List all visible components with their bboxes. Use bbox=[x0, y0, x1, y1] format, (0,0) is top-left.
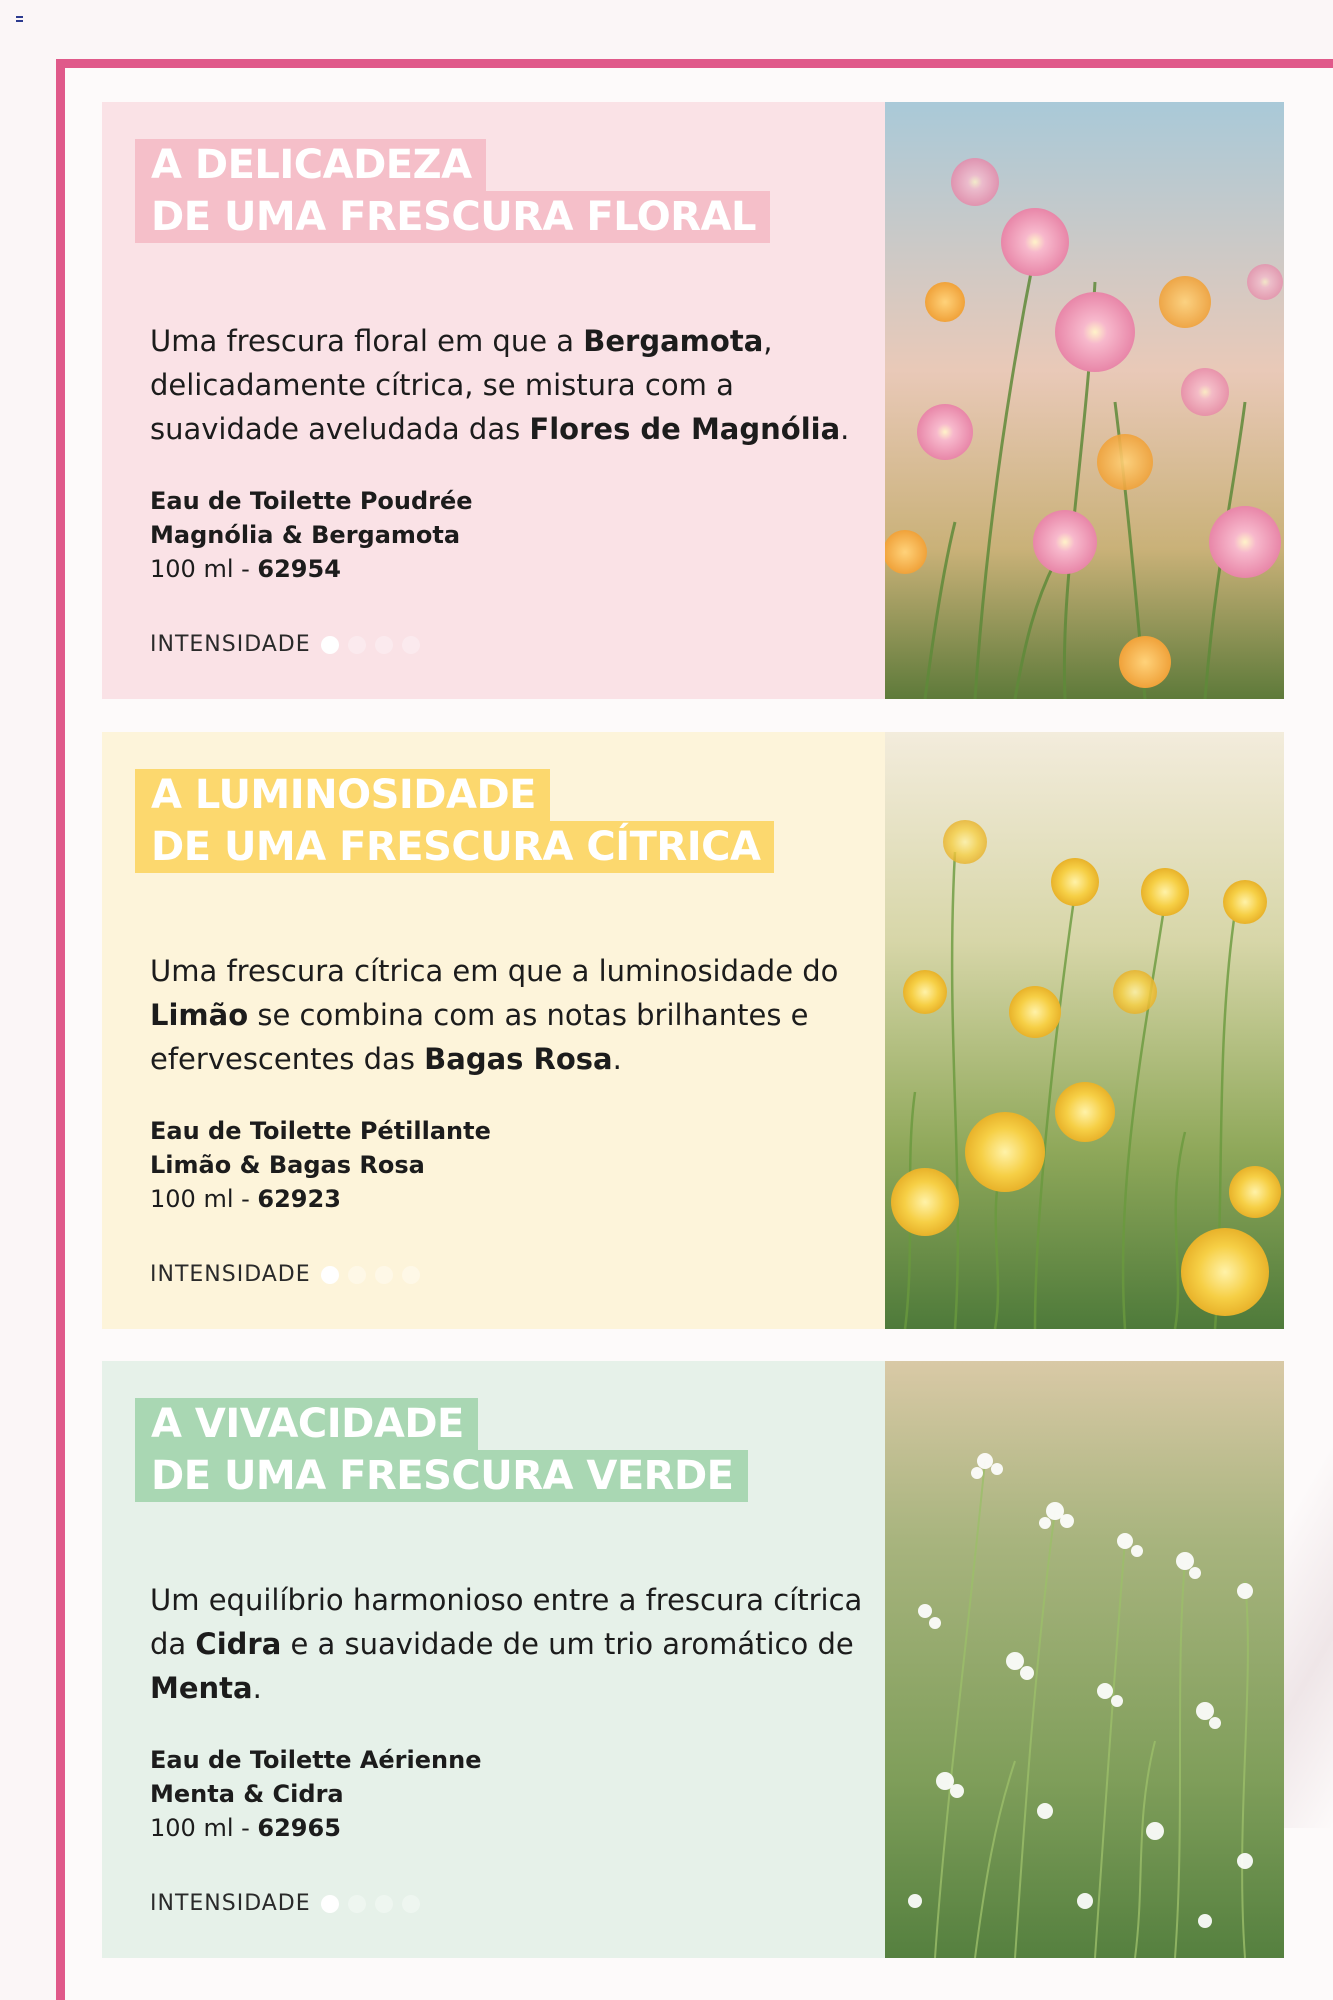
highlight-ingredient: Bergamota bbox=[583, 324, 764, 358]
highlight-ingredient: Flores de Magnólia bbox=[529, 412, 841, 446]
intensity-dot bbox=[321, 636, 339, 654]
product-ref: 62954 bbox=[257, 555, 341, 583]
product-notes: Limão & Bagas Rosa bbox=[150, 1151, 425, 1179]
headline-line-2: DE UMA FRESCURA FLORAL bbox=[135, 191, 770, 243]
yellow-buttercup-flowers-photo bbox=[885, 732, 1284, 1329]
intensity-rating bbox=[150, 1262, 429, 1287]
headline-line-2: DE UMA FRESCURA VERDE bbox=[135, 1450, 748, 1502]
product-info bbox=[150, 484, 750, 586]
intensity-dot bbox=[375, 1266, 393, 1284]
headline-line-1: A LUMINOSIDADE bbox=[135, 769, 550, 821]
description-text: e a suavidade de um trio aromático de bbox=[281, 1627, 854, 1661]
menu-icon bbox=[16, 16, 23, 22]
description-text: se combina com as notas brilhantes e efervescentes das bbox=[150, 998, 809, 1076]
product-size: 100 ml - bbox=[150, 1185, 258, 1213]
headline-line-2: DE UMA FRESCURA CÍTRICA bbox=[135, 821, 774, 873]
white-wildflowers-photo bbox=[885, 1361, 1284, 1958]
fragrance-card-green bbox=[102, 1361, 1284, 1958]
headline-line-1: A VIVACIDADE bbox=[135, 1398, 478, 1450]
card-headline bbox=[135, 1398, 748, 1502]
intensity-dot bbox=[348, 1895, 366, 1913]
product-notes: Menta & Cidra bbox=[150, 1780, 344, 1808]
product-name: Eau de Toilette Poudrée bbox=[150, 487, 473, 515]
description-text: Uma frescura floral em que a bbox=[150, 324, 584, 358]
intensity-label: INTENSIDADE bbox=[150, 632, 311, 657]
product-ref: 62965 bbox=[257, 1814, 341, 1842]
fragrance-card-floral bbox=[102, 102, 1284, 699]
highlight-ingredient: Menta bbox=[150, 1671, 253, 1705]
card-headline bbox=[135, 139, 770, 243]
highlight-ingredient: Bagas Rosa bbox=[424, 1042, 613, 1076]
product-info bbox=[150, 1114, 750, 1216]
intensity-dot bbox=[348, 1266, 366, 1284]
product-info bbox=[150, 1743, 750, 1845]
intensity-dot bbox=[321, 1266, 339, 1284]
description-text: . bbox=[840, 412, 850, 446]
description-text: Um equilíbrio harmonioso entre a frescura cítrica da bbox=[150, 1583, 863, 1661]
fragrance-card-citrus bbox=[102, 732, 1284, 1329]
intensity-dot bbox=[375, 636, 393, 654]
intensity-rating bbox=[150, 1891, 429, 1916]
card-headline bbox=[135, 769, 774, 873]
card-description bbox=[150, 319, 870, 451]
pink-cosmos-flowers-photo bbox=[885, 102, 1284, 699]
description-text: Uma frescura cítrica em que a luminosidade do bbox=[150, 954, 839, 988]
description-text: . bbox=[252, 1671, 262, 1705]
intensity-dot bbox=[321, 1895, 339, 1913]
highlight-ingredient: Cidra bbox=[195, 1627, 282, 1661]
product-size: 100 ml - bbox=[150, 555, 258, 583]
intensity-label: INTENSIDADE bbox=[150, 1891, 311, 1916]
product-ref: 62923 bbox=[257, 1185, 341, 1213]
intensity-rating bbox=[150, 632, 429, 657]
intensity-dot bbox=[375, 1895, 393, 1913]
description-text: . bbox=[612, 1042, 622, 1076]
card-description bbox=[150, 949, 870, 1081]
intensity-dot bbox=[402, 1895, 420, 1913]
intensity-label: INTENSIDADE bbox=[150, 1262, 311, 1287]
product-name: Eau de Toilette Pétillante bbox=[150, 1117, 491, 1145]
intensity-dot bbox=[402, 1266, 420, 1284]
description-text: , delicadamente cítrica, se mistura com a suavidade aveludada das bbox=[150, 324, 773, 446]
product-name: Eau de Toilette Aérienne bbox=[150, 1746, 482, 1774]
product-notes: Magnólia & Bergamota bbox=[150, 521, 461, 549]
card-description bbox=[150, 1578, 870, 1710]
headline-line-1: A DELICADEZA bbox=[135, 139, 486, 191]
product-size: 100 ml - bbox=[150, 1814, 258, 1842]
highlight-ingredient: Limão bbox=[150, 998, 249, 1032]
intensity-dot bbox=[348, 636, 366, 654]
intensity-dot bbox=[402, 636, 420, 654]
